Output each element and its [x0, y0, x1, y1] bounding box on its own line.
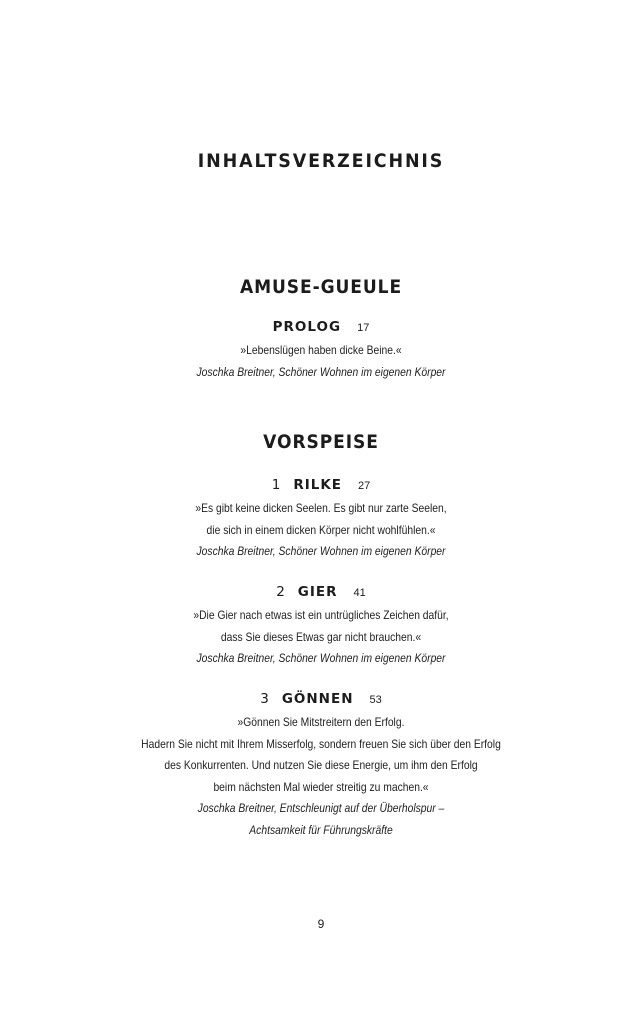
chapter-attribution: Joschka Breitner, Schöner Wohnen im eigenen Körper — [196, 544, 446, 558]
chapter-name: GIER — [297, 584, 338, 600]
chapter-quote: des Konkurrenten. Und nutzen Sie diese Energie, um ihm den Erfolg — [164, 758, 478, 772]
chapter-quote: »Gönnen Sie Mitstreitern den Erfolg. — [237, 715, 405, 729]
chapter-page-number: 41 — [353, 587, 366, 599]
chapter-quote: Hadern Sie nicht mit Ihrem Misserfolg, sondern freuen Sie sich über den Erfolg — [141, 736, 501, 751]
chapter-quote: beim nächsten Mal wieder streitig zu machen.« — [213, 779, 429, 794]
chapter-quote: »Es gibt keine dicken Seelen. Es gibt nur zarte Seelen, — [195, 501, 447, 515]
chapter-name: PROLOG — [272, 319, 342, 335]
chapter-number: 3 — [260, 691, 270, 707]
chapter-goennen — [0, 689, 642, 841]
chapter-attribution: Joschka Breitner, Schöner Wohnen im eigenen Körper — [196, 364, 446, 379]
chapter-heading — [0, 689, 642, 710]
chapter-quote: dass Sie dieses Etwas gar nicht brauchen.« — [220, 629, 422, 644]
chapter-rilke — [0, 475, 642, 563]
chapter-name: GÖNNEN — [281, 691, 354, 707]
chapter-attribution: Achtsamkeit für Führungskräfte — [249, 822, 393, 837]
section-title-amuse-gueule: AMUSE-GUEULE — [239, 276, 403, 298]
chapter-attribution: Joschka Breitner, Schöner Wohnen im eigenen Körper — [196, 651, 446, 665]
chapter-page-number: 27 — [358, 480, 371, 492]
chapter-quote: »Lebenslügen haben dicke Beine.« — [240, 343, 402, 357]
toc-title: INHALTSVERZEICHNIS — [197, 150, 445, 172]
chapter-attribution: Joschka Breitner, Entschleunigt auf der Überholspur – — [197, 801, 445, 815]
chapter-name: RILKE — [293, 477, 343, 493]
chapter-gier — [0, 582, 642, 670]
chapter-number: 2 — [276, 584, 286, 600]
chapter-heading — [0, 475, 642, 496]
chapter-page-number: 53 — [369, 694, 382, 706]
chapter-quote: die sich in einem dicken Körper nicht wohlfühlen.« — [206, 522, 436, 537]
page-number: 9 — [317, 917, 325, 931]
chapter-heading — [0, 582, 642, 603]
chapter-quote: »Die Gier nach etwas ist ein untrügliches Zeichen dafür, — [193, 608, 449, 622]
chapter-page-number: 17 — [357, 322, 370, 334]
chapter-number: 1 — [271, 477, 282, 493]
chapter-heading — [0, 317, 642, 338]
chapter-prolog — [0, 317, 642, 383]
section-title-vorspeise: VORSPEISE — [263, 431, 379, 453]
